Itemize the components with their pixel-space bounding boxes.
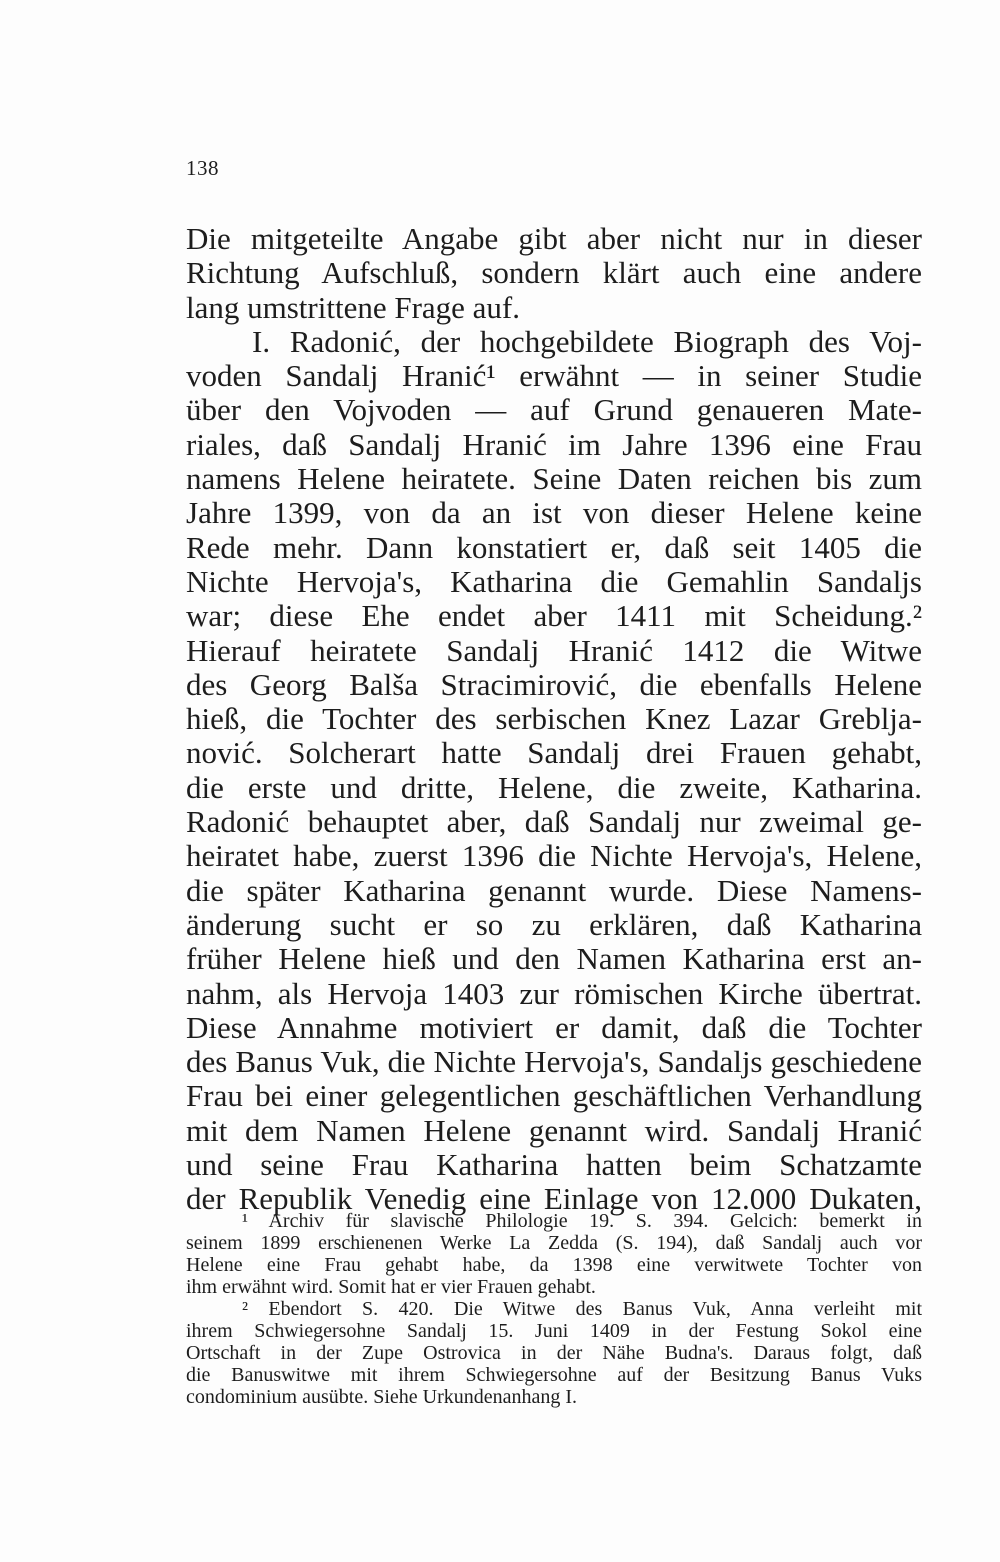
body-line: Diese Annahme motiviert er damit, daß die Tochter <box>186 1009 922 1045</box>
body-line: riales, daß Sandalj Hranić im Jahre 1396 eine Frau <box>186 426 922 462</box>
body-line: änderung sucht er so zu erklären, daß Katharina <box>186 906 922 942</box>
body-line: der Republik Venedig eine Einlage von 12.000 Dukaten, <box>186 1181 922 1217</box>
body-line: heiratet habe, zuerst 1396 die Nichte Hervoja's, Helene, <box>186 838 922 874</box>
body-line: war; diese Ehe endet aber 1411 mit Scheidung.² <box>186 598 922 634</box>
body-line: die später Katharina genannt wurde. Diese Namens- <box>186 872 922 908</box>
body-line: früher Helene hieß und den Namen Katharina erst an- <box>186 941 922 977</box>
body-line: des Georg Balša Stracimirović, die ebenfalls Helene <box>186 666 922 702</box>
footnote-line: ihrem Schwiegersohne Sandalj 15. Juni 1409 in der Festung Sokol eine <box>186 1320 922 1342</box>
body-line: Richtung Aufschluß, sondern klärt auch eine andere <box>186 255 922 291</box>
footnote-line: condominium ausübte. Siehe Urkundenanhang I. <box>186 1386 578 1408</box>
footnote-line: Helene eine Frau gehabt habe, da 1398 eine verwitwete Tochter von <box>186 1254 922 1276</box>
body-line: voden Sandalj Hranić¹ erwähnt — in seiner Studie <box>186 358 922 394</box>
footnote-line: seinem 1899 erschienenen Werke La Zedda (S. 194), daß Sandalj auch vor <box>186 1232 922 1254</box>
body-line: Die mitgeteilte Angabe gibt aber nicht nur in dieser <box>186 221 922 256</box>
body-line: die erste und dritte, Helene, die zweite, Katharina. <box>186 769 922 805</box>
body-line: namens Helene heiratete. Seine Daten reichen bis zum <box>186 461 922 497</box>
body-line: Hierauf heiratete Sandalj Hranić 1412 die Witwe <box>186 632 922 668</box>
footnote-line: ihm erwähnt wird. Somit hat er vier Frauen gehabt. <box>186 1276 596 1298</box>
body-line: Jahre 1399, von da an ist von dieser Helene keine <box>186 495 922 531</box>
page-number: 138 <box>186 156 219 180</box>
footnote-line: ² Ebendort S. 420. Die Witwe des Banus Vuk, Anna verleiht mit <box>242 1298 922 1320</box>
footnote-line: ¹ Archiv für slavische Philologie 19. S. 394. Gelcich: bemerkt in <box>242 1210 922 1232</box>
body-line: lang umstrittene Frage auf. <box>186 289 521 325</box>
footnote-line: die Banuswitwe mit ihrem Schwiegersohne auf der Besitzung Banus Vuks <box>186 1364 922 1386</box>
body-line: Rede mehr. Dann konstatiert er, daß seit 1405 die <box>186 529 922 565</box>
footnote-line: Ortschaft in der Zupe Ostrovica in der Nähe Budna's. Daraus folgt, daß <box>186 1342 922 1364</box>
body-line: I. Radonić, der hochgebildete Biograph des Voj- <box>252 323 922 359</box>
body-line: mit dem Namen Helene genannt wird. Sandalj Hranić <box>186 1112 922 1148</box>
body-line: und seine Frau Katharina hatten beim Schatzamte <box>186 1147 922 1183</box>
body-line: hieß, die Tochter des serbischen Knez Lazar Greblja- <box>186 701 922 737</box>
body-text <box>186 222 922 1217</box>
body-line: nahm, als Hervoja 1403 zur römischen Kirche übertrat. <box>186 975 922 1011</box>
body-line: Radonić behauptet aber, daß Sandalj nur zweimal ge- <box>186 804 922 840</box>
footnotes <box>186 1210 922 1408</box>
body-line: Frau bei einer gelegentlichen geschäftlichen Verhandlung <box>186 1078 922 1114</box>
body-line: des Banus Vuk, die Nichte Hervoja's, Sandaljs geschiedene <box>186 1044 922 1080</box>
body-line: Nichte Hervoja's, Katharina die Gemahlin Sandaljs <box>186 563 922 599</box>
body-line: nović. Solcherart hatte Sandalj drei Frauen gehabt, <box>186 735 922 771</box>
body-line: über den Vojvoden — auf Grund genaueren Mate- <box>186 392 922 428</box>
